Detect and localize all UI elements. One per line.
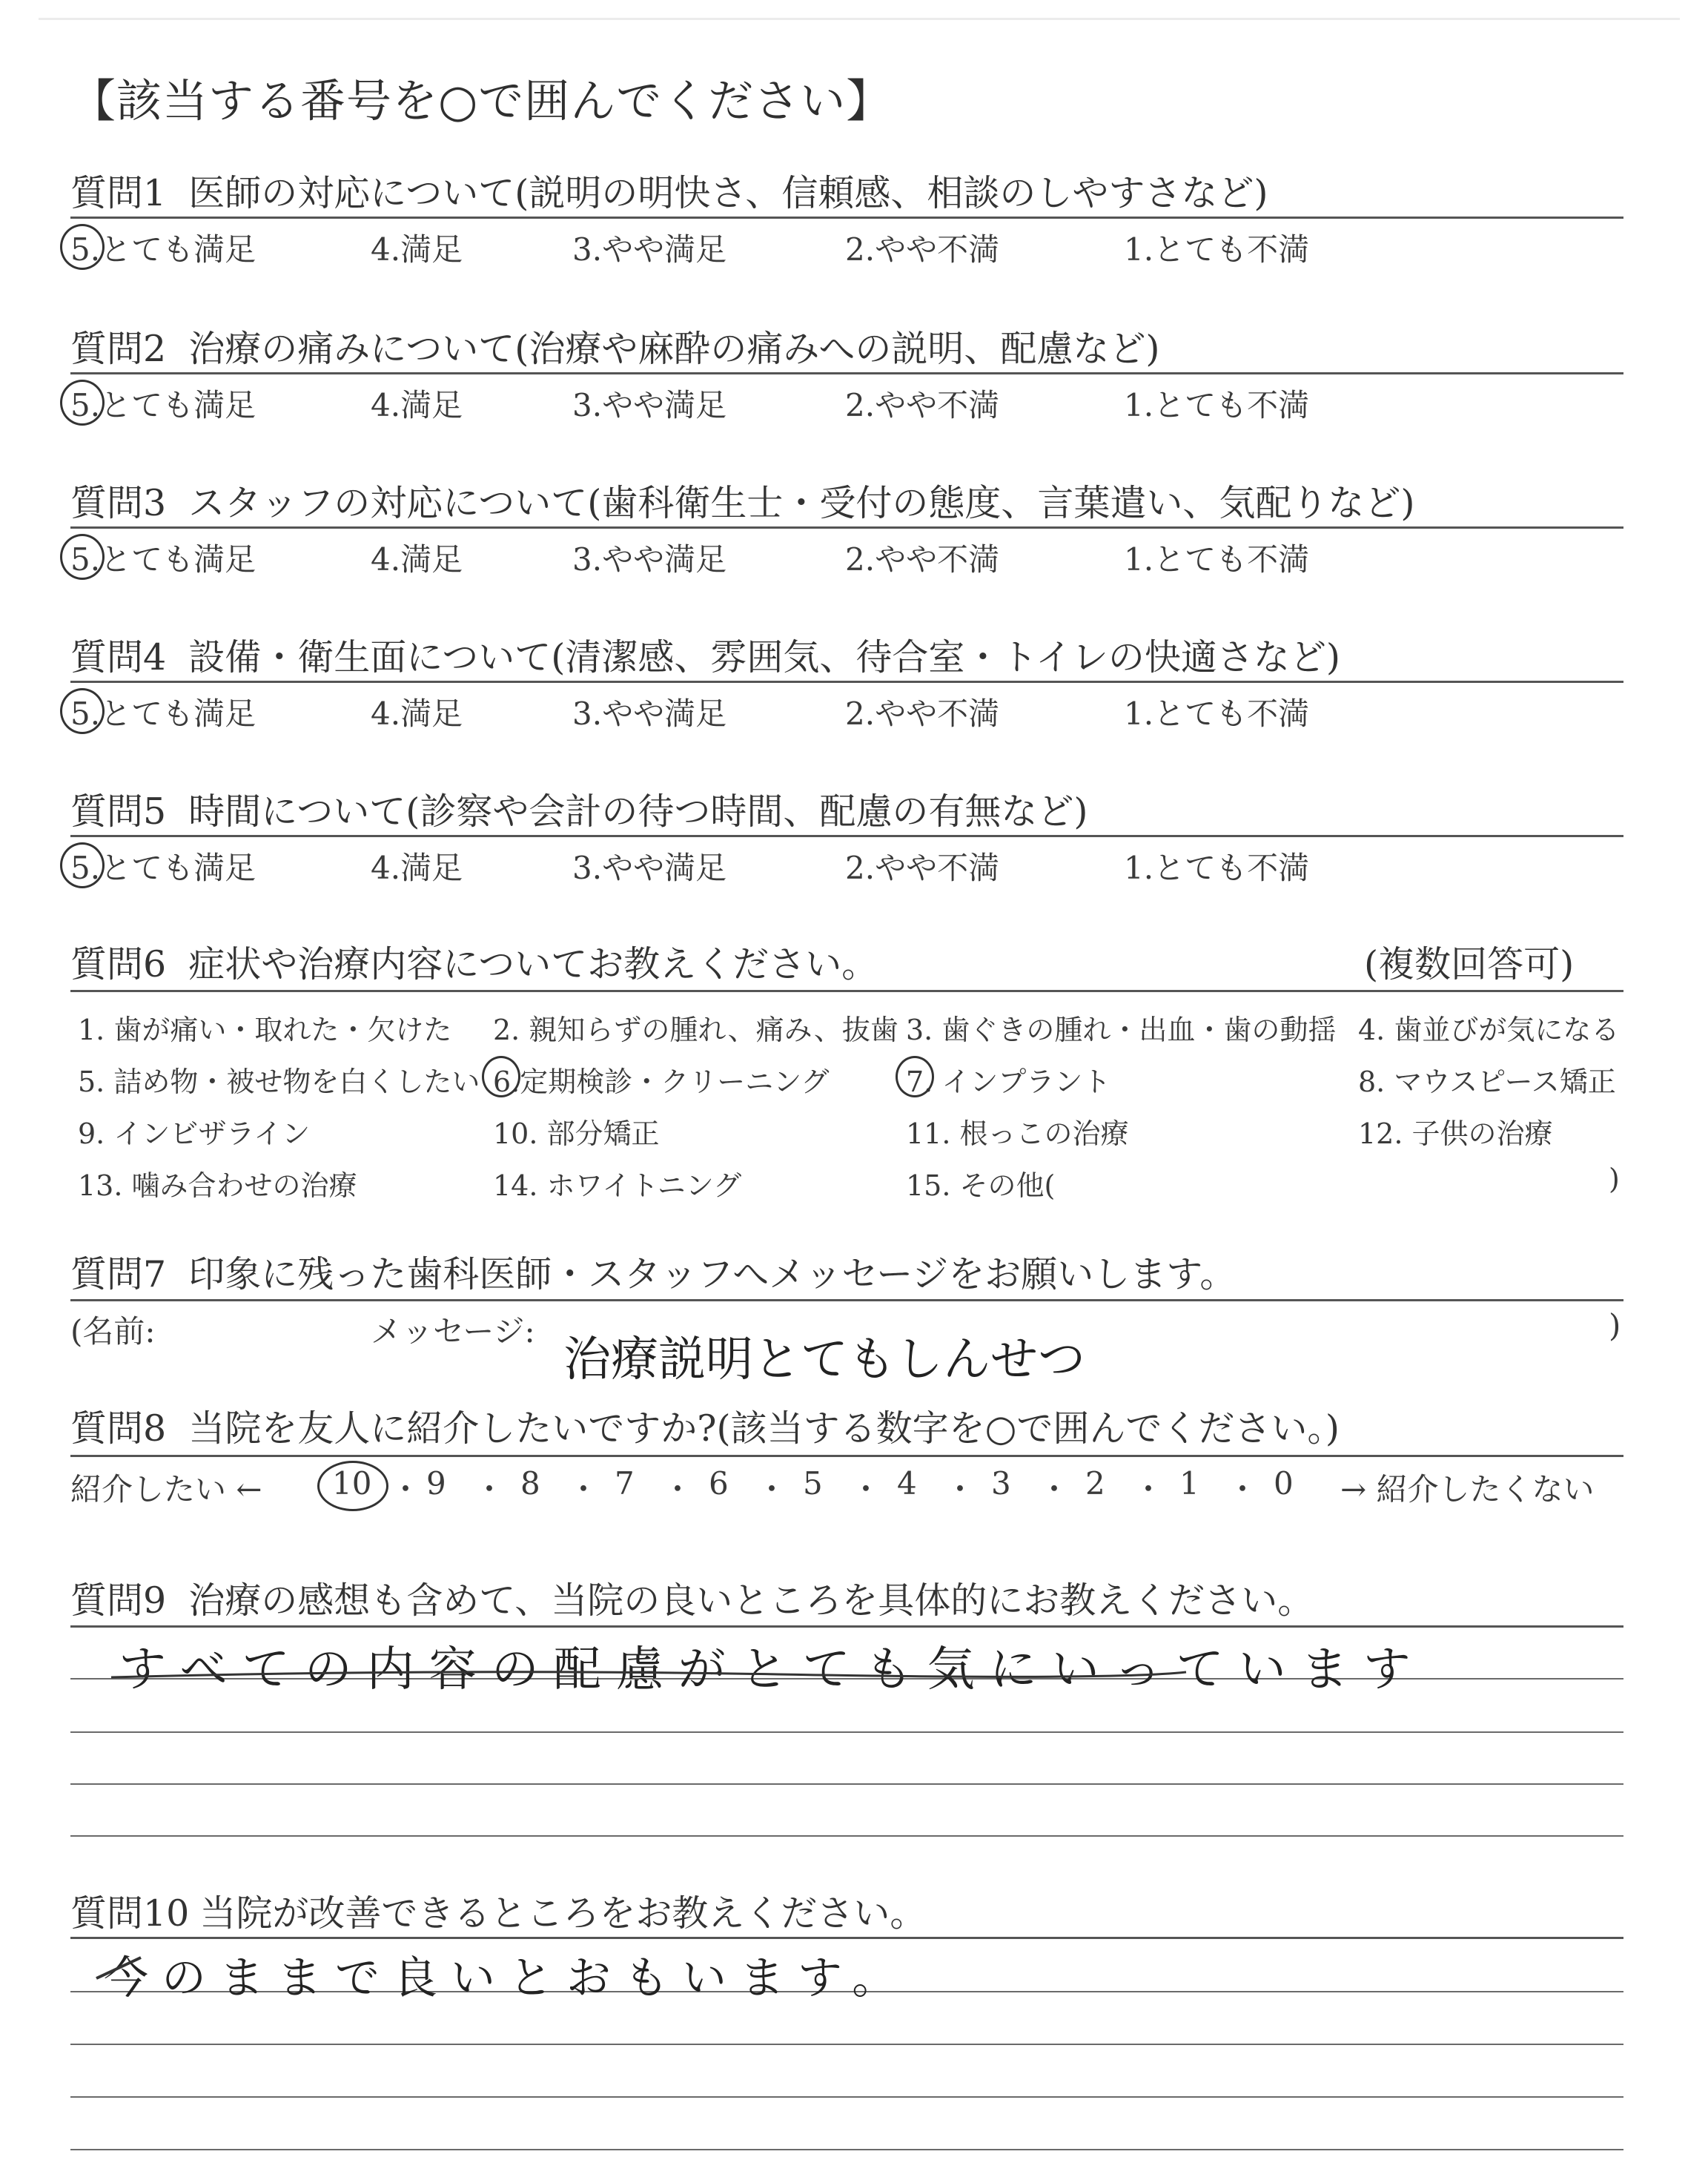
- recommend-score-3[interactable]: 3: [991, 1465, 1011, 1502]
- question-3-title: [70, 475, 1414, 526]
- question-number: 質問10: [70, 1892, 190, 1935]
- rating-option-4[interactable]: 4.満足: [371, 541, 463, 578]
- multiple-answer-note: (複数回答可): [1364, 943, 1575, 985]
- scale-separator: ・: [944, 1471, 976, 1507]
- recommend-score-4[interactable]: 4: [897, 1465, 917, 1502]
- rating-option-3[interactable]: 3.やや満足: [572, 231, 727, 268]
- selection-circle: [60, 224, 105, 270]
- question-number: 質問6: [70, 943, 167, 985]
- scale-separator: ・: [756, 1471, 788, 1507]
- question-7-title: [70, 1246, 1236, 1298]
- page-top-border: [39, 18, 1680, 20]
- question-text: 治療の感想も含めて、当院の良いところを具体的にお教えください。: [188, 1579, 1314, 1622]
- question-text: スタッフの対応について(歯科衛生士・受付の態度、言葉遣い、気配りなど): [188, 482, 1415, 524]
- question-number: 質問2: [70, 328, 167, 370]
- recommend-score-2[interactable]: 2: [1085, 1465, 1105, 1502]
- symptom-option-1[interactable]: 1. 歯が痛い・取れた・欠けた: [78, 1014, 452, 1046]
- selection-circle: [317, 1461, 388, 1511]
- question-text: 設備・衛生面について(清潔感、雰囲気、待合室・トイレの快適さなど): [188, 636, 1340, 678]
- message-label: メッセージ:: [371, 1313, 535, 1350]
- rating-option-4[interactable]: 4.満足: [371, 696, 463, 732]
- rating-option-1[interactable]: 1.とても不満: [1124, 231, 1310, 268]
- question-text: 治療の痛みについて(治療や麻酔の痛みへの説明、配慮など): [188, 328, 1160, 370]
- rating-option-1[interactable]: 1.とても不満: [1124, 850, 1310, 886]
- rating-option-1[interactable]: 1.とても不満: [1124, 696, 1310, 732]
- selection-circle: [60, 842, 105, 888]
- rating-option-5[interactable]: 5.とても満足: [70, 541, 256, 578]
- question-6-rule: [70, 990, 1623, 992]
- scale-separator: ・: [1133, 1471, 1165, 1507]
- question-text: 医師の対応について(説明の明快さ、信頼感、相談のしやすさなど): [188, 172, 1268, 214]
- rating-option-3[interactable]: 3.やや満足: [572, 387, 727, 423]
- question-1-rule: [70, 217, 1623, 219]
- rating-option-5[interactable]: 5.とても満足: [70, 231, 256, 268]
- scale-separator: ・: [662, 1471, 694, 1507]
- rating-option-2[interactable]: 2.やや不満: [845, 387, 1000, 423]
- rating-option-5[interactable]: 5.とても満足: [70, 850, 256, 886]
- question-number: 質問7: [70, 1253, 167, 1295]
- rating-option-3[interactable]: 3.やや満足: [572, 696, 727, 732]
- answer-line: [70, 2044, 1623, 2045]
- question-text: 症状や治療内容についてお教えください。: [188, 943, 878, 985]
- question-4-rule: [70, 681, 1623, 683]
- symptom-option-5[interactable]: 5. 詰め物・被せ物を白くしたい: [78, 1066, 480, 1098]
- name-label: (名前:: [70, 1313, 156, 1350]
- answer-line: [70, 2149, 1623, 2150]
- selection-circle: [482, 1056, 520, 1097]
- recommend-score-9[interactable]: 9: [426, 1465, 446, 1502]
- question-4-title: [70, 629, 1340, 681]
- scale-separator: ・: [568, 1471, 600, 1507]
- question-text: 当院を友人に紹介したいですか?(該当する数字を○で囲んでください。): [188, 1407, 1340, 1450]
- scale-separator: ・: [390, 1471, 422, 1507]
- question-number: 質問5: [70, 790, 167, 833]
- selection-circle: [60, 688, 105, 734]
- symptom-option-7[interactable]: 7. インプラント: [906, 1066, 1111, 1098]
- symptom-option-15[interactable]: 15. その他(: [906, 1169, 1056, 1202]
- scale-separator: ・: [850, 1471, 882, 1507]
- rating-option-2[interactable]: 2.やや不満: [845, 231, 1000, 268]
- symptom-option-2[interactable]: 2. 親知らずの腫れ、痛み、抜歯: [493, 1014, 898, 1046]
- question-8-title: [70, 1400, 1340, 1452]
- recommend-score-10[interactable]: 10: [332, 1465, 372, 1502]
- answer-line: [70, 1835, 1623, 1837]
- rating-option-2[interactable]: 2.やや不満: [845, 850, 1000, 886]
- answer-line: [70, 1731, 1623, 1733]
- recommend-score-0[interactable]: 0: [1274, 1465, 1294, 1502]
- answer-line: [70, 1783, 1623, 1785]
- answer-line: [70, 1937, 1623, 1939]
- question-number: 質問4: [70, 636, 167, 678]
- symptom-option-4[interactable]: 4. 歯並びが気になる: [1358, 1014, 1620, 1046]
- question-number: 質問8: [70, 1407, 167, 1450]
- not-recommend-label: → 紹介したくない: [1340, 1471, 1595, 1507]
- question-number: 質問3: [70, 482, 167, 524]
- question-7-rule: [70, 1299, 1623, 1301]
- recommend-score-8[interactable]: 8: [520, 1465, 540, 1502]
- question-number: 質問9: [70, 1579, 167, 1622]
- improvement-answer[interactable]: 今のままで良いとおもいます。: [104, 1952, 910, 2004]
- scale-separator: ・: [1227, 1471, 1259, 1507]
- symptom-option-14[interactable]: 14. ホワイトニング: [493, 1169, 742, 1202]
- symptom-option-8[interactable]: 8. マウスピース矯正: [1358, 1066, 1616, 1098]
- question-text: 時間について(診察や会計の待つ時間、配慮の有無など): [188, 790, 1088, 833]
- symptom-option-10[interactable]: 10. 部分矯正: [493, 1117, 660, 1150]
- answer-line: [70, 2096, 1623, 2098]
- symptom-option-9[interactable]: 9. インビザライン: [78, 1117, 311, 1150]
- rating-option-4[interactable]: 4.満足: [371, 387, 463, 423]
- question-6-title: [70, 936, 878, 988]
- rating-option-2[interactable]: 2.やや不満: [845, 696, 1000, 732]
- scale-separator: ・: [474, 1471, 506, 1507]
- other-closing-paren: ): [1609, 1163, 1620, 1195]
- rating-option-4[interactable]: 4.満足: [371, 231, 463, 268]
- question-9-title: [70, 1572, 1314, 1624]
- symptom-option-13[interactable]: 13. 噛み合わせの治療: [78, 1169, 357, 1202]
- question-2-rule: [70, 372, 1623, 374]
- recommend-score-5[interactable]: 5: [803, 1465, 823, 1502]
- question-number: 質問1: [70, 172, 167, 214]
- question-10-title: [70, 1885, 926, 1937]
- rating-option-4[interactable]: 4.満足: [371, 850, 463, 886]
- symptom-option-11[interactable]: 11. 根っこの治療: [906, 1117, 1129, 1150]
- recommend-score-7[interactable]: 7: [615, 1465, 635, 1502]
- rating-option-1[interactable]: 1.とても不満: [1124, 387, 1310, 423]
- recommend-score-1[interactable]: 1: [1179, 1465, 1199, 1502]
- message-answer[interactable]: 治療説明とてもしんせつ: [563, 1332, 1085, 1387]
- recommend-score-6[interactable]: 6: [709, 1465, 729, 1502]
- rating-option-3[interactable]: 3.やや満足: [572, 541, 727, 578]
- question-5-rule: [70, 835, 1623, 837]
- closing-paren: ): [1609, 1307, 1621, 1344]
- good-points-answer[interactable]: すべての内容の配慮がとても気にいっています: [119, 1642, 1426, 1697]
- form-heading: 【該当する番号を○で囲んでください】: [70, 75, 893, 128]
- question-1-title: [70, 165, 1268, 217]
- question-text: 当院が改善できるところをお教えください。: [199, 1892, 927, 1935]
- question-8-rule: [70, 1455, 1623, 1457]
- symptom-option-12[interactable]: 12. 子供の治療: [1358, 1117, 1553, 1150]
- recommend-label: 紹介したい ←: [70, 1471, 262, 1507]
- rating-option-1[interactable]: 1.とても不満: [1124, 541, 1310, 578]
- selection-circle: [60, 534, 105, 580]
- rating-option-3[interactable]: 3.やや満足: [572, 850, 727, 886]
- question-2-title: [70, 320, 1159, 372]
- selection-circle: [896, 1056, 934, 1097]
- rating-option-2[interactable]: 2.やや不満: [845, 541, 1000, 578]
- question-text: 印象に残った歯科医師・スタッフへメッセージをお願いします。: [188, 1253, 1237, 1295]
- symptom-option-6[interactable]: 6.定期検診・クリーニング: [493, 1066, 830, 1098]
- scale-separator: ・: [1039, 1471, 1070, 1507]
- rating-option-5[interactable]: 5.とても満足: [70, 387, 256, 423]
- selection-circle: [60, 380, 105, 426]
- question-5-title: [70, 783, 1088, 835]
- rating-option-5[interactable]: 5.とても満足: [70, 696, 256, 732]
- answer-line: [70, 1625, 1623, 1628]
- symptom-option-3[interactable]: 3. 歯ぐきの腫れ・出血・歯の動揺: [906, 1014, 1337, 1046]
- question-3-rule: [70, 526, 1623, 529]
